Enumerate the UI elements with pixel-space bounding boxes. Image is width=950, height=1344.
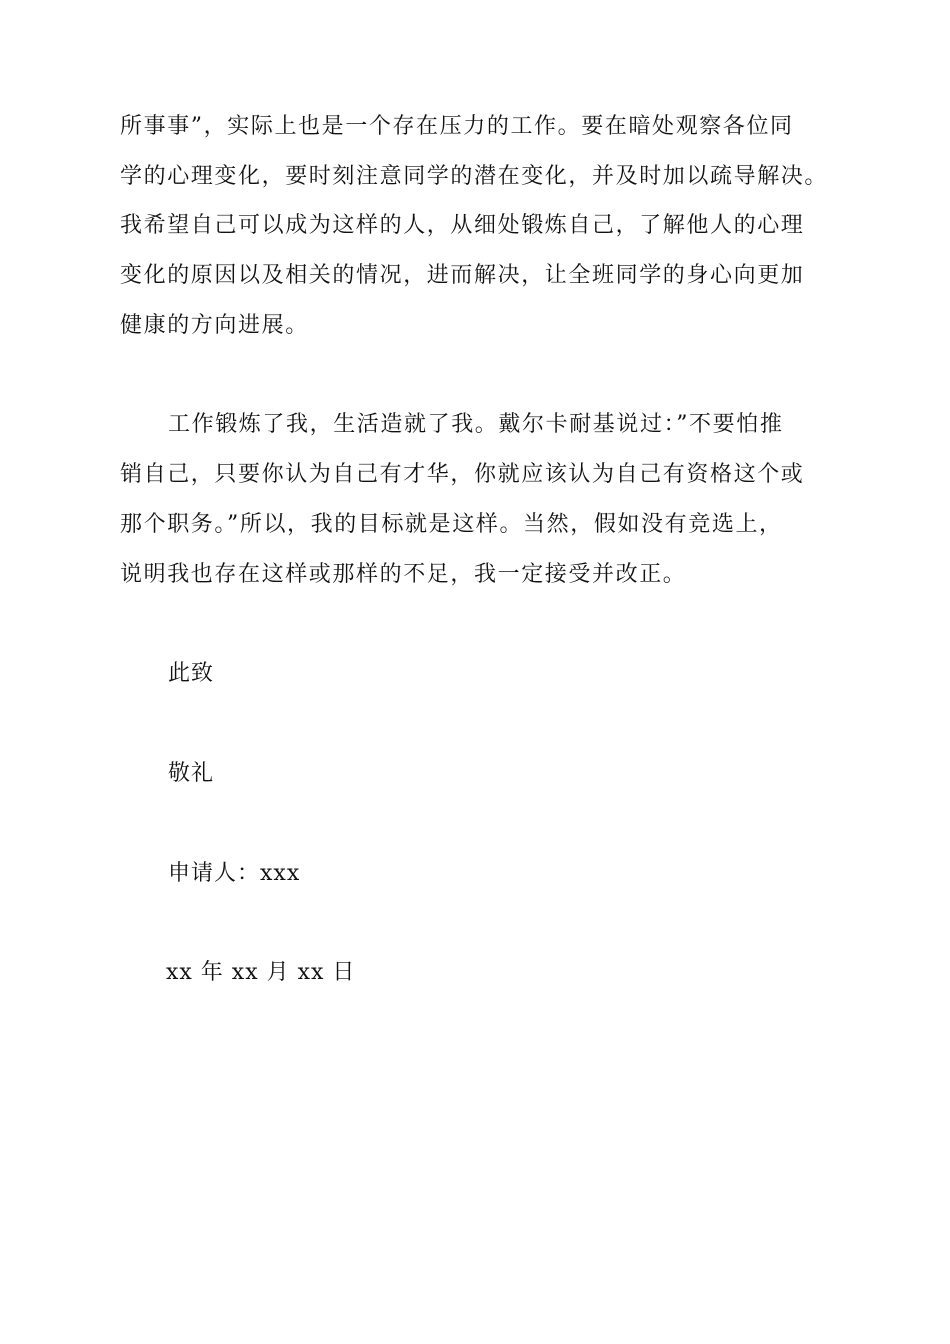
paragraph-line: 销自己，只要你认为自己有才华，你就应该认为自己有资格这个或: [120, 462, 805, 487]
paragraph-line: 那个职务。”所以，我的目标就是这样。当然，假如没有竞选上，: [120, 512, 783, 537]
paragraph-line: 学的心理变化，要时刻注意同学的潜在变化，并及时加以疏导解决。: [120, 164, 829, 189]
salutation: 此致: [168, 661, 215, 686]
regards: 敬礼: [168, 761, 215, 786]
paragraph-line: 我希望自己可以成为这样的人，从细处锻炼自己，了解他人的心理: [120, 213, 805, 238]
paragraph-line: 所事事”，实际上也是一个存在压力的工作。要在暗处观察各位同: [120, 114, 794, 139]
paragraph-line: 说明我也存在这样或那样的不足，我一定接受并改正。: [120, 562, 687, 587]
paragraph-line: 健康的方向进展。: [120, 313, 309, 338]
applicant-signature: 申请人：xxx: [168, 861, 301, 886]
paragraph-line: 变化的原因以及相关的情况，进而解决，让全班同学的身心向更加: [120, 263, 805, 288]
paragraph-line: 工作锻炼了我，生活造就了我。戴尔卡耐基说过：”不要怕推: [168, 412, 784, 437]
date: xx 年 xx 月 xx 日: [166, 960, 356, 985]
